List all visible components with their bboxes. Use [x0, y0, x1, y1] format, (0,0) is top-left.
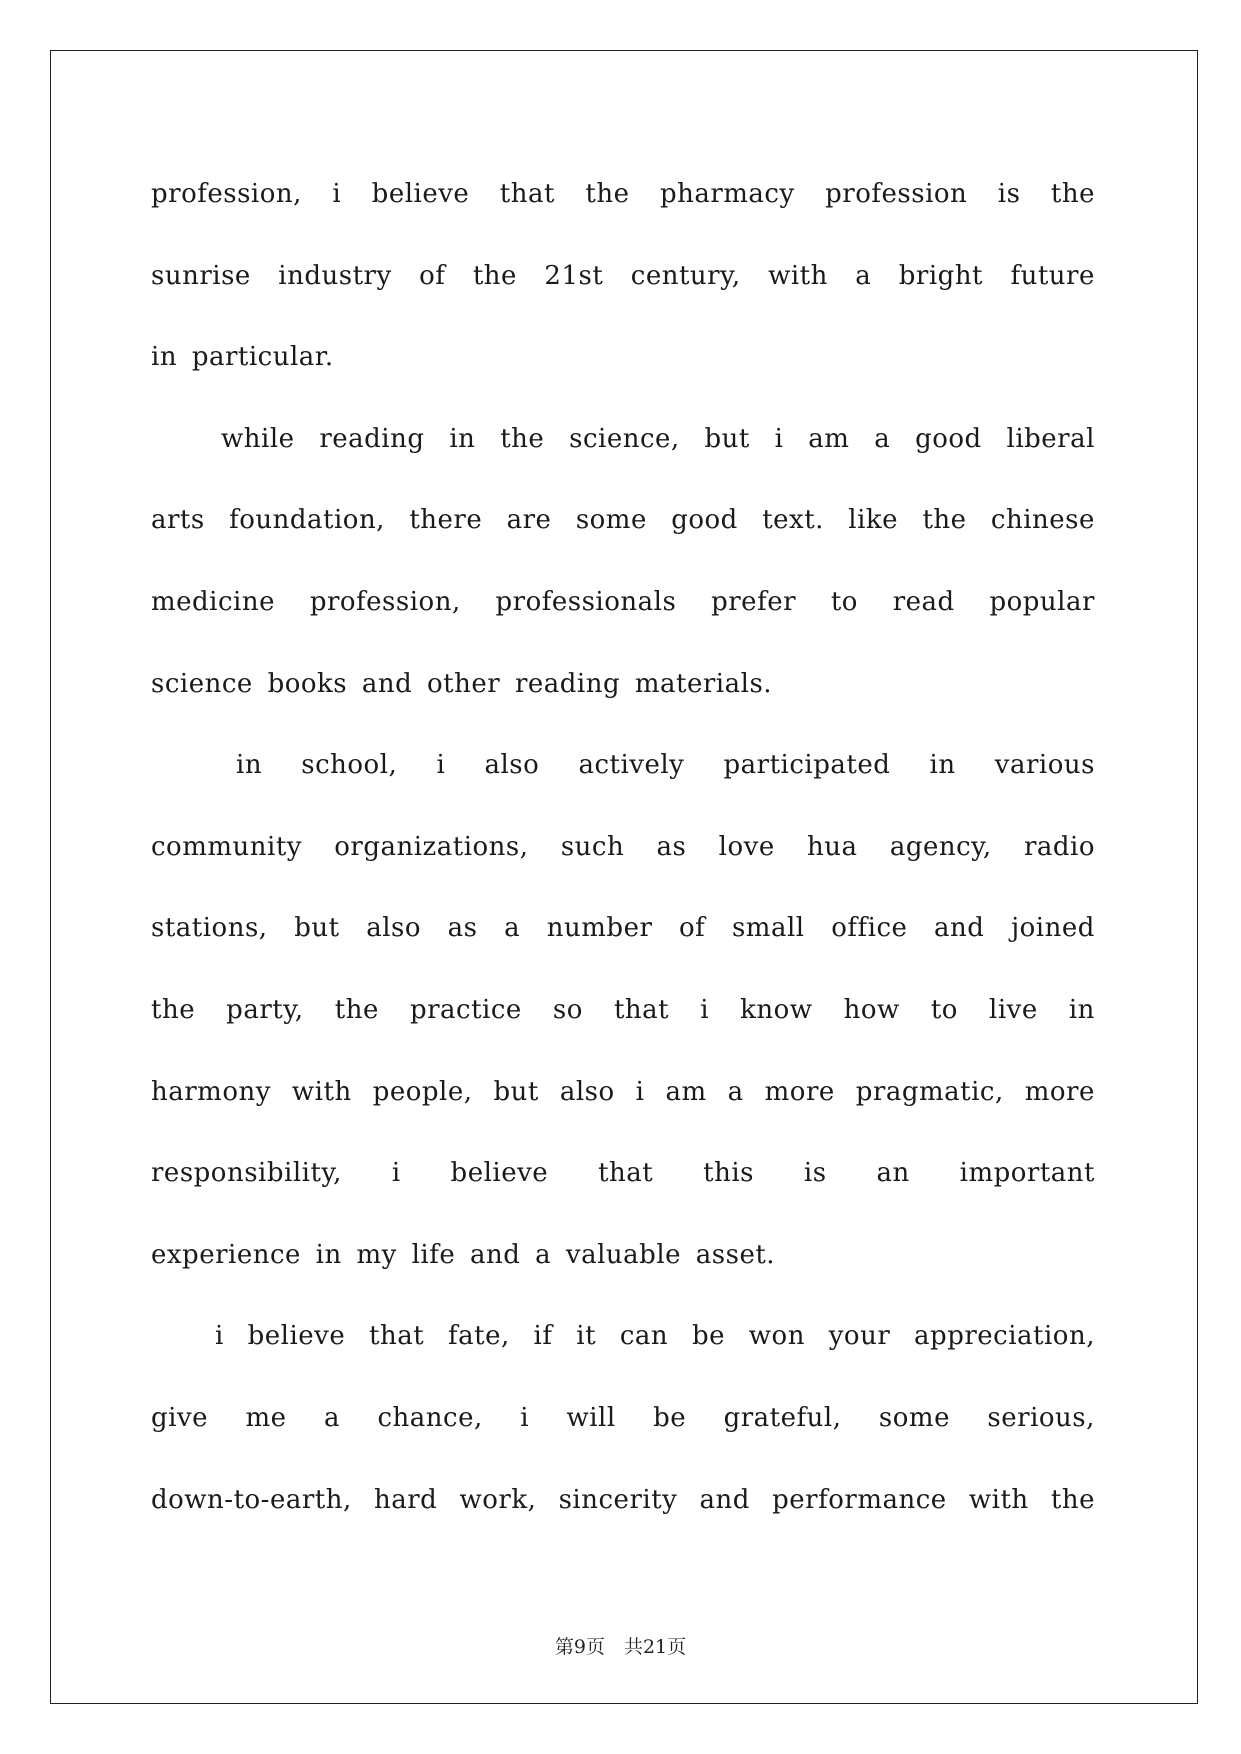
text-line: while reading in the science, but i am a good liberal: [221, 423, 1095, 454]
text-line: profession, i believe that the pharmacy profession is the: [151, 179, 1095, 209]
text-line: responsibility, i believe that this is an important: [151, 1158, 1095, 1189]
text-line: sunrise industry of the 21st century, with a bright future: [151, 260, 1095, 291]
text-line: arts foundation, there are some good text. like the chinese: [151, 505, 1095, 536]
page-number-label: 第9页 共21页: [554, 1636, 687, 1658]
text-line: down-to-earth, hard work, sincerity and performance with the: [151, 1484, 1095, 1515]
text-line: community organizations, such as love hua agency, radio: [151, 831, 1095, 862]
text-line: in school, i also actively participated in various: [236, 750, 1095, 781]
document-body: [151, 160, 1095, 1547]
text-line: give me a chance, i will be grateful, some serious,: [151, 1402, 1095, 1433]
text-line: the party, the practice so that i know how to live in: [151, 994, 1095, 1025]
text-line: stations, but also as a number of small office and joined: [151, 913, 1095, 944]
page-number-footer: [0, 1632, 1241, 1659]
text-line: experience in my life and a valuable asset.: [151, 1239, 776, 1270]
text-line: harmony with people, but also i am a more pragmatic, more: [151, 1076, 1095, 1107]
text-line: medicine profession, professionals prefer to read popular: [151, 586, 1095, 617]
text-line: i believe that fate, if it can be won your appreciation,: [215, 1321, 1095, 1352]
text-line: science books and other reading materials.: [151, 668, 773, 699]
text-line: in particular.: [151, 342, 334, 373]
